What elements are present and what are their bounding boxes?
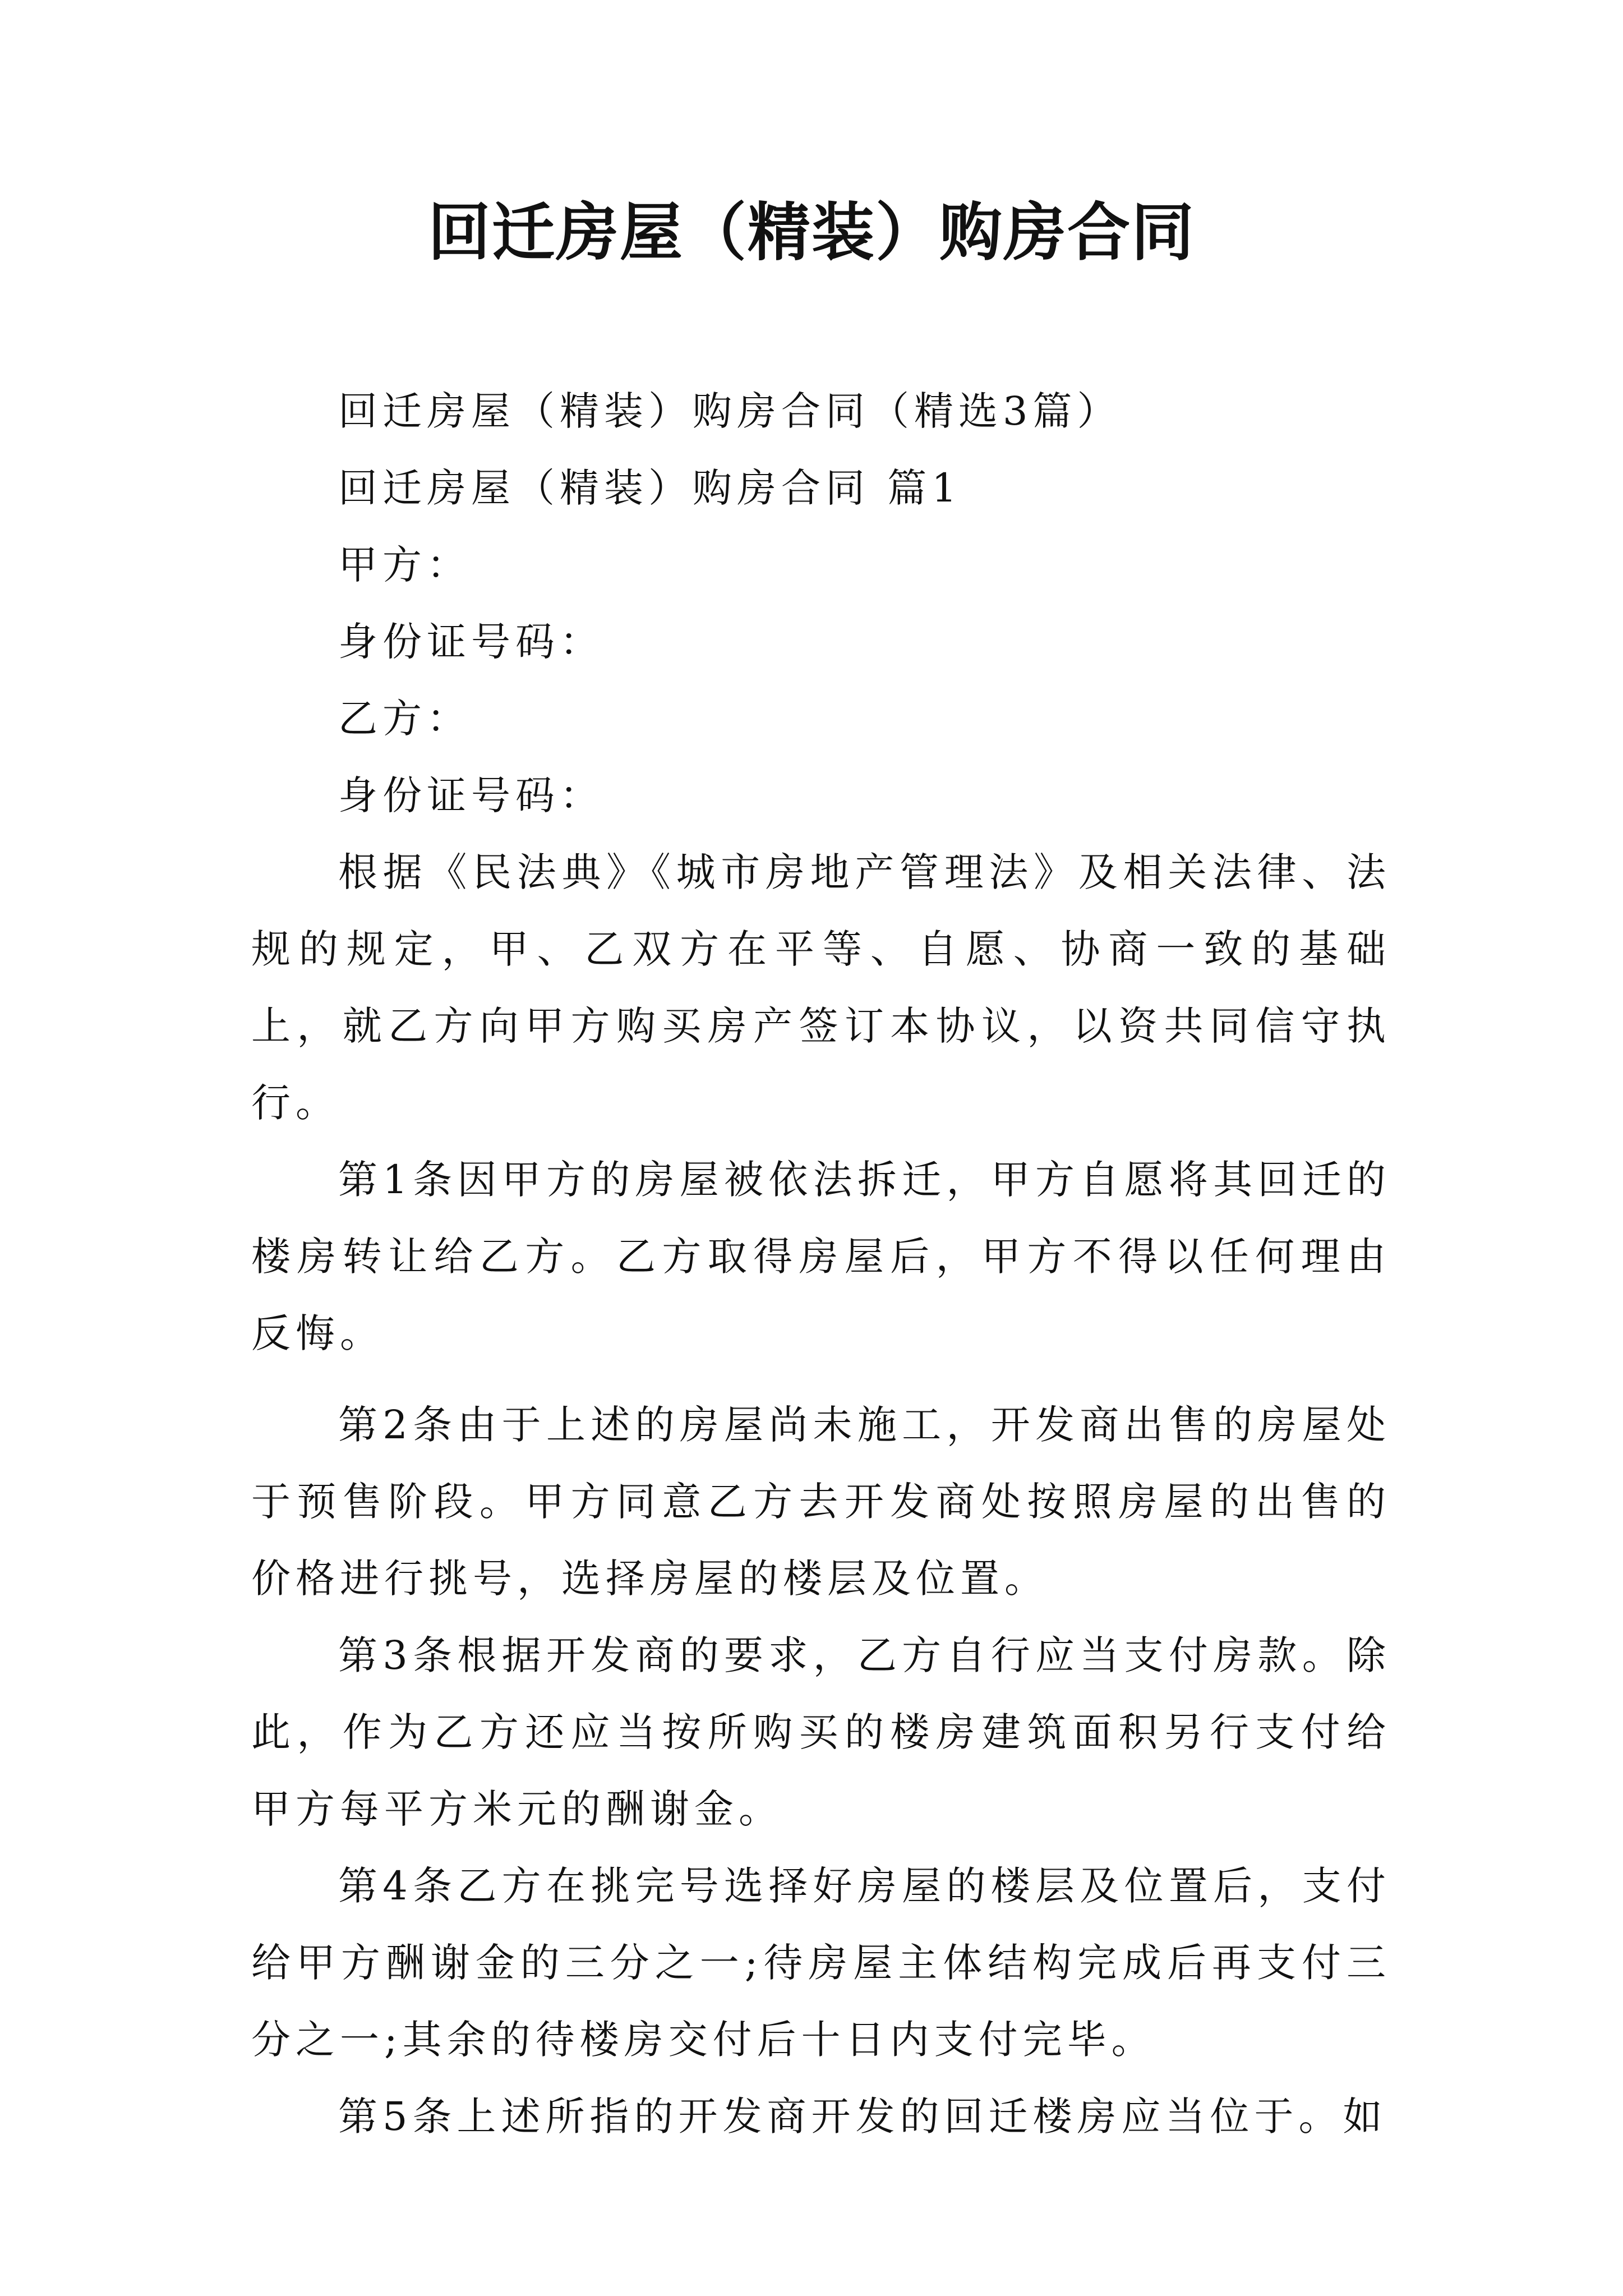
article-4: 第4条乙方在挑完号选择好房屋的楼层及位置后，支付给甲方酬谢金的三分之一;待房屋主体结构完成后再支付三分之一;其余的待楼房交付后十日内支付完毕。 — [251, 1863, 1391, 2063]
party-b-line: 乙方： — [338, 696, 471, 742]
party-b-id-line: 身份证号码： — [338, 772, 604, 818]
party-a-line: 甲方： — [338, 542, 471, 588]
article-1: 第1条因甲方的房屋被依法拆迁，甲方自愿将其回迁的楼房转让给乙方。乙方取得房屋后，甲方不得以任何理由反悔。 — [251, 1157, 1391, 1356]
article-3: 第3条根据开发商的要求，乙方自行应当支付房款。除此，作为乙方还应当按所购买的楼房建筑面积另行支付给甲方每平方米元的酬谢金。 — [251, 1632, 1391, 1832]
document-title: 回迁房屋（精装）购房合同 — [428, 196, 1195, 269]
article-5: 第5条上述所指的开发商开发的回迁楼房应当位于。如 — [338, 2093, 1387, 2139]
document-body — [251, 373, 1391, 2155]
section-heading: 回迁房屋（精装）购房合同 篇1 — [338, 465, 962, 511]
preamble-paragraph: 根据《民法典》《城市房地产管理法》及相关法律、法规的规定，甲、乙双方在平等、自愿、协商一致的基础上，就乙方向甲方购买房产签订本协议，以资共同信守执行。 — [251, 849, 1391, 1126]
party-a-id-line: 身份证号码： — [338, 619, 604, 665]
subtitle-collection: 回迁房屋（精装）购房合同（精选3篇） — [338, 388, 1122, 434]
article-2: 第2条由于上述的房屋尚未施工，开发商出售的房屋处于预售阶段。甲方同意乙方去开发商处按照房屋的出售的价格进行挑号，选择房屋的楼层及位置。 — [251, 1402, 1391, 1602]
